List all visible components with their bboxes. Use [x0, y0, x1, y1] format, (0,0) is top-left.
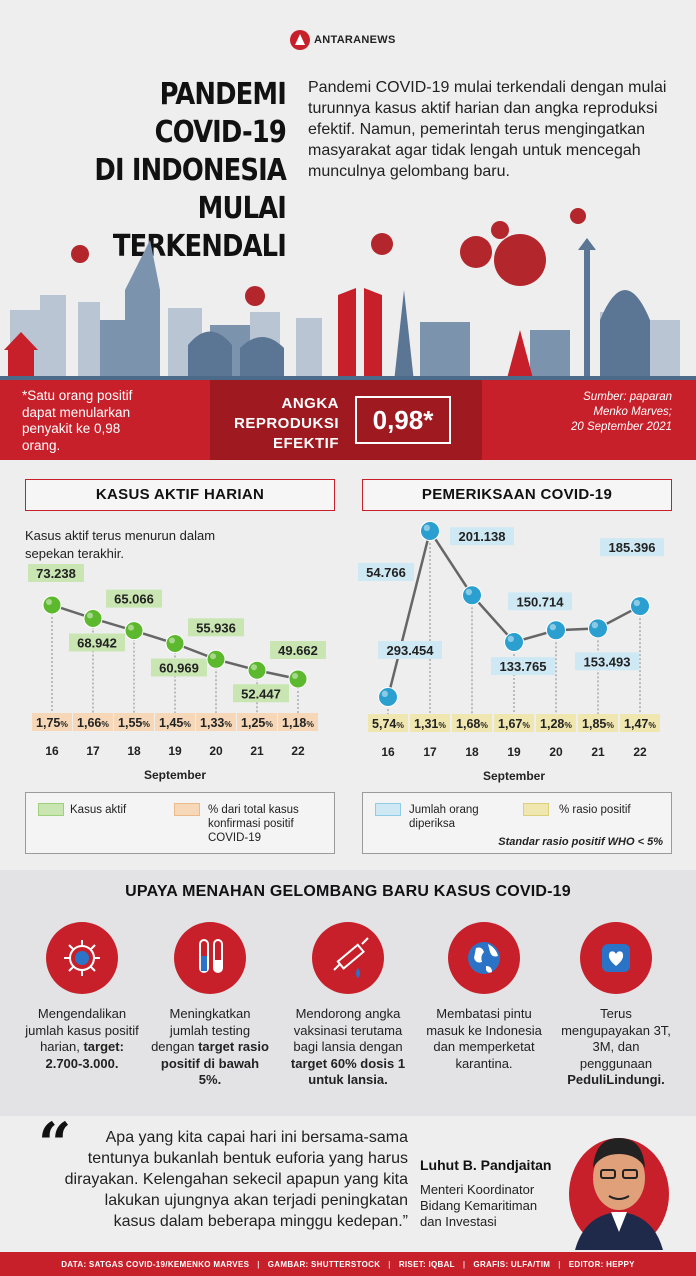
percent-label: 1,55%	[118, 716, 150, 730]
chart2-pemeriksaan	[348, 515, 696, 790]
x-tick-label: 22	[633, 745, 647, 759]
x-tick-label: 17	[86, 744, 100, 758]
data-label: 52.447	[241, 686, 281, 702]
antara-logo	[290, 30, 396, 50]
point-highlight	[466, 589, 472, 595]
percent-label: 5,74%	[372, 717, 404, 731]
point-highlight	[508, 636, 514, 642]
logo-text: ANTARANEWS	[314, 34, 396, 46]
point-highlight	[592, 622, 598, 628]
quote-line: Apa yang kita capai hari ini bersama-sama	[105, 1129, 408, 1146]
data-label: 185.396	[608, 540, 656, 556]
data-label: 54.766	[366, 565, 406, 580]
upaya-item-2-text: Meningkatkan jumlah testing dengan	[151, 1006, 251, 1054]
chart2-legend	[362, 792, 672, 854]
percent-label: 1,67%	[498, 717, 530, 731]
upaya-item-3	[288, 1006, 408, 1089]
data-label: 55.936	[196, 620, 236, 636]
upaya-item-5-bold: PeduliLindungi.	[567, 1072, 665, 1087]
note-line: dapat menularkan	[22, 404, 131, 420]
data-point	[289, 670, 307, 688]
upaya-item-2	[150, 1006, 270, 1089]
percent-label: 1,45%	[159, 716, 191, 730]
chart1-description: Kasus aktif terus menurun dalam sepekan terakhir.	[25, 528, 216, 561]
percent-unit: %	[183, 719, 191, 729]
percent-unit: %	[396, 720, 404, 730]
x-tick-label: 20	[209, 744, 223, 758]
point-highlight	[46, 599, 52, 605]
x-tick-label: 16	[45, 744, 59, 758]
percent-label: 1,47%	[624, 717, 656, 731]
pedulilindungi-icon	[580, 922, 652, 994]
globe-icon	[448, 922, 520, 994]
percent-unit: %	[101, 719, 109, 729]
antara-logo-icon	[290, 30, 310, 50]
role-line: Menteri Koordinator	[420, 1182, 535, 1197]
chart1-legend	[25, 792, 335, 854]
quote-text	[46, 1127, 408, 1232]
credit-data: DATA: SATGAS COVID-19/KEMENKO MARVES	[61, 1259, 250, 1269]
upaya-item-1-bold: target: 2.700-3.000.	[45, 1039, 124, 1071]
point-highlight	[169, 638, 175, 644]
data-point	[463, 586, 482, 605]
percent-unit: %	[306, 719, 314, 729]
source-line: 20 September 2021	[570, 421, 672, 433]
point-highlight	[251, 664, 257, 670]
x-tick-label: 19	[168, 744, 182, 758]
role-line: dan Investasi	[420, 1214, 497, 1229]
upaya-title: UPAYA MENAHAN GELOMBANG BARU KASUS COVID-19	[125, 883, 571, 900]
x-tick-label: 21	[591, 745, 605, 759]
upaya-item-5	[556, 1006, 676, 1089]
data-point	[125, 622, 143, 640]
data-label: 153.493	[583, 654, 631, 670]
source-line: Menko Marves;	[593, 406, 672, 418]
quote-line: lakukan ujungnya akan terjadi peningkatan	[104, 1192, 408, 1209]
percent-unit: %	[142, 719, 150, 729]
percent-label: 1,68%	[456, 717, 488, 731]
percent-unit: %	[265, 719, 273, 729]
note-line: penyakit ke 0,98	[22, 421, 121, 436]
x-tick-label: 19	[507, 745, 521, 759]
legend-swatch-rasio	[523, 803, 549, 816]
legend-rasio: % rasio positif	[559, 804, 631, 816]
percent-label: 1,31%	[414, 717, 446, 731]
data-label: 133.765	[499, 659, 547, 675]
point-highlight	[382, 691, 388, 697]
data-label: 60.969	[159, 660, 199, 676]
data-label: 68.942	[77, 635, 117, 651]
quote-line: dirayakan. Kelengahan sekecil apapun yang kita	[64, 1171, 408, 1188]
x-axis-label: September	[482, 769, 546, 783]
point-highlight	[424, 525, 430, 531]
data-point	[248, 661, 266, 679]
upaya-item-4	[424, 1006, 544, 1072]
source-line: Sumber: paparan	[583, 391, 672, 403]
label-line: EFEKTIF	[273, 435, 339, 452]
upaya-item-4-text: Membatasi pintu masuk ke Indonesia dan memperketat karantina.	[426, 1006, 542, 1071]
title-line: TERKENDALI	[112, 229, 287, 264]
data-point	[421, 522, 440, 541]
reproduction-label	[224, 394, 339, 454]
quote-line: tentunya bukanlah bentuk euforia yang harus	[87, 1150, 408, 1167]
x-tick-label: 16	[381, 745, 395, 759]
data-point	[166, 635, 184, 653]
credit-editor: EDITOR: HEPPY	[568, 1259, 635, 1269]
quote-author: Luhut B. Pandjaitan	[420, 1157, 552, 1173]
point-highlight	[292, 673, 298, 679]
percent-unit: %	[564, 720, 572, 730]
legend-percent: % dari total kasus konfirmasi positif COVID-19	[208, 804, 299, 844]
quote-line: kasus dalam beberapa minggu kedepan.”	[113, 1213, 408, 1230]
credit-gambar: GAMBAR: SHUTTERSTOCK	[267, 1259, 381, 1269]
upaya-item-5-text: Terus mengupayakan 3T, 3M, dan penggunaan	[561, 1006, 671, 1071]
data-label: 293.454	[386, 643, 434, 658]
upaya-item-3-text: Mendorong angka vaksinasi terutama bagi lansia dengan	[293, 1006, 403, 1054]
intro-text: Pandemi COVID-19 mulai terkendali dengan mulai turunnya kasus aktif harian dan angka reproduksi efektif. Namun, pemerintah terus mengingatkan masyarakat agar tidak lengah untuk mencegah munculnya gelombang baru.	[308, 79, 667, 180]
point-highlight	[128, 625, 134, 631]
percent-unit: %	[438, 720, 446, 730]
data-point	[207, 650, 225, 668]
point-highlight	[550, 624, 556, 630]
chart1-title: KASUS AKTIF HARIAN	[25, 479, 335, 511]
point-highlight	[634, 600, 640, 606]
source-note	[520, 390, 672, 435]
footer-credits: DATA: SATGAS COVID-19/KEMENKO MARVES | GAMBAR: SHUTTERSTOCK | RISET: IQBAL | GRAFIS: ULFA/TIM | EDITOR: HEPPY	[0, 1252, 696, 1276]
upaya-item-2-bold: target rasio positif di bawah 5%.	[160, 1039, 269, 1087]
quote-author-role	[420, 1182, 570, 1230]
x-tick-label: 20	[549, 745, 563, 759]
syringe-icon	[312, 922, 384, 994]
test-tube-icon	[174, 922, 246, 994]
data-point	[589, 619, 608, 638]
percent-label: 1,85%	[582, 717, 614, 731]
virus-icon	[46, 922, 118, 994]
upaya-item-1	[22, 1006, 142, 1072]
x-tick-label: 21	[250, 744, 264, 758]
upaya-item-3-bold: target 60% dosis 1 untuk lansia.	[290, 1055, 406, 1087]
legend-diperiksa: Jumlah orang diperiksa	[409, 804, 479, 830]
data-point	[84, 609, 102, 627]
legend-swatch-percent	[174, 803, 200, 816]
credit-grafis: GRAFIS: ULFA/TIM	[473, 1259, 551, 1269]
data-point	[505, 633, 524, 652]
title-line: PANDEMI COVID-19	[154, 77, 286, 150]
percent-label: 1,33%	[200, 716, 232, 730]
x-tick-label: 17	[423, 745, 437, 759]
data-point	[43, 596, 61, 614]
percent-label: 1,75%	[36, 716, 68, 730]
note-line: orang.	[22, 437, 61, 453]
legend-kasus-aktif: Kasus aktif	[70, 804, 127, 816]
point-highlight	[210, 653, 216, 659]
percent-unit: %	[60, 719, 68, 729]
credit-riset: RISET: IQBAL	[398, 1259, 455, 1269]
role-line: Bidang Kemaritiman	[420, 1198, 538, 1213]
reproduction-value: 0,98*	[355, 396, 451, 444]
percent-label: 1,18%	[282, 716, 314, 730]
x-tick-label: 18	[465, 745, 479, 759]
data-point	[631, 597, 650, 616]
percent-unit: %	[522, 720, 530, 730]
upaya-item-1-text: Mengendalikan jumlah kasus positif harian,	[25, 1006, 139, 1054]
percent-unit: %	[480, 720, 488, 730]
percent-label: 1,66%	[77, 716, 109, 730]
legend-swatch-diperiksa	[375, 803, 401, 816]
data-point	[379, 688, 398, 707]
data-label: 65.066	[114, 591, 154, 607]
x-axis-label: September	[143, 768, 207, 782]
percent-unit: %	[606, 720, 614, 730]
data-point	[547, 621, 566, 640]
chart1-kasus-aktif	[0, 555, 348, 790]
note-line: *Satu orang positif	[22, 388, 133, 403]
x-tick-label: 22	[291, 744, 305, 758]
label-line: REPRODUKSI	[233, 415, 339, 432]
point-highlight	[87, 612, 93, 618]
author-portrait	[565, 1108, 673, 1250]
data-label: 201.138	[458, 529, 506, 545]
quote-mark-icon: “	[38, 1110, 72, 1178]
percent-label: 1,28%	[540, 717, 572, 731]
chart2-title: PEMERIKSAAN COVID-19	[362, 479, 672, 511]
city-skyline-illustration	[0, 200, 696, 382]
label-line: ANGKA	[281, 395, 339, 412]
percent-unit: %	[648, 720, 656, 730]
data-label: 73.238	[36, 566, 76, 581]
x-tick-label: 18	[127, 744, 141, 758]
legend-swatch-kasus	[38, 803, 64, 816]
who-standard-note: Standar rasio positif WHO < 5%	[498, 836, 663, 848]
percent-unit: %	[224, 719, 232, 729]
data-label: 49.662	[278, 643, 318, 658]
reproduction-note	[22, 388, 192, 454]
percent-label: 1,25%	[241, 716, 273, 730]
title-line: DI INDONESIA MULAI	[94, 153, 286, 226]
data-label: 150.714	[516, 594, 564, 610]
